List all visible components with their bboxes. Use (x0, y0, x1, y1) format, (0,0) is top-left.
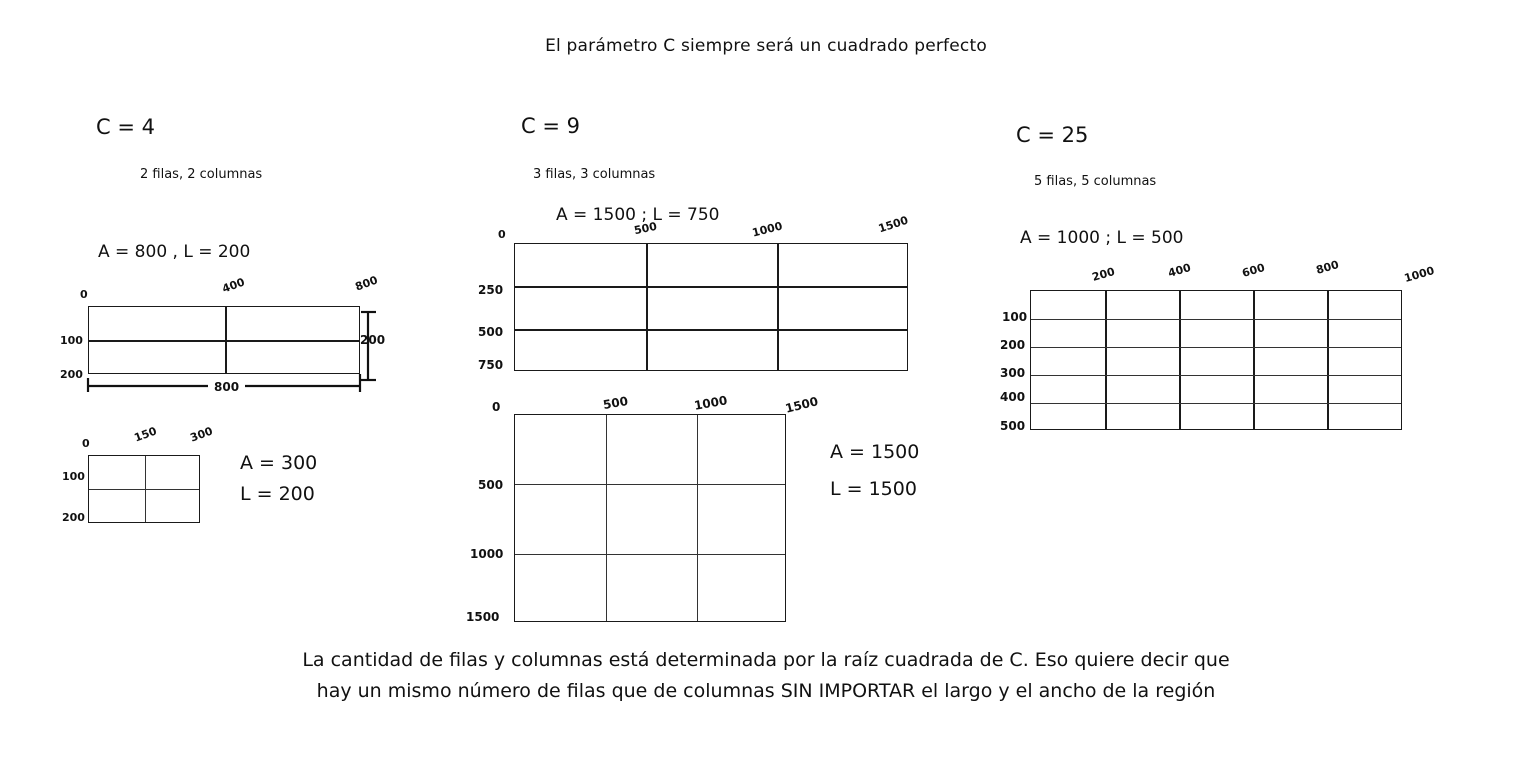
page-title: El parámetro C siempre será un cuadrado perfecto (545, 36, 987, 56)
ytick-c9-1-3: 750 (478, 358, 504, 372)
figure-formula-a-c4-2: A = 300 (240, 452, 318, 474)
xtick-c9-2-2: 1000 (693, 393, 729, 413)
figure-formula-a-c9-2: A = 1500 (830, 441, 920, 463)
caption-line-2: hay un mismo número de filas que de columnas SIN IMPORTAR el largo y el ancho de la región (316, 680, 1216, 702)
ytick-c25-5: 500 (1000, 419, 1026, 433)
xtick-c9-1-0: 0 (498, 228, 506, 241)
dim-height-label-c4-1: 200 (360, 333, 386, 347)
xtick-c9-2-1: 500 (601, 393, 630, 413)
example-subtitle-c4: 2 filas, 2 columnas (140, 167, 263, 182)
grid-c9-2 (514, 414, 786, 622)
xtick-c4-1-0: 0 (80, 288, 88, 301)
xtick-c9-1-1: 500 (632, 219, 659, 238)
example-heading-c9: C = 9 (521, 114, 580, 138)
figure-formula-l-c4-2: L = 200 (240, 483, 315, 505)
grid-c25 (1030, 290, 1402, 430)
xtick-c25-5: 1000 (1402, 264, 1436, 285)
figure-formula-c25: A = 1000 ; L = 500 (1020, 228, 1184, 248)
xtick-c9-2-0: 0 (492, 400, 501, 414)
ytick-c25-1: 100 (1002, 310, 1028, 324)
ytick-c9-2-1: 500 (478, 478, 504, 492)
dim-width-label-c4-1: 800 (208, 380, 245, 394)
xtick-c9-2-3: 1500 (783, 394, 820, 416)
xtick-c4-1-1: 400 (220, 275, 247, 296)
figure-formula-l-c9-2: L = 1500 (830, 478, 917, 500)
example-subtitle-c25: 5 filas, 5 columnas (1034, 174, 1157, 189)
grid-c4-2 (88, 455, 200, 523)
figure-formula-c4-1: A = 800 , L = 200 (98, 242, 251, 262)
ytick-c9-2-3: 1500 (466, 610, 500, 624)
xtick-c4-2-1: 150 (132, 424, 159, 445)
ytick-c4-2-2: 200 (62, 511, 85, 524)
xtick-c25-1: 200 (1090, 265, 1117, 284)
ytick-c9-1-2: 500 (478, 325, 504, 339)
example-subtitle-c9: 3 filas, 3 columnas (533, 167, 656, 182)
grid-c9-1 (514, 243, 908, 371)
xtick-c9-1-2: 1000 (750, 219, 784, 240)
figure-formula-c9-1: A = 1500 ; L = 750 (556, 205, 720, 225)
ytick-c25-2: 200 (1000, 338, 1026, 352)
ytick-c4-1-1: 100 (60, 334, 83, 347)
ytick-c4-1-2: 200 (60, 368, 83, 381)
ytick-c9-2-2: 1000 (470, 547, 504, 561)
xtick-c4-2-2: 300 (188, 424, 215, 445)
caption-line-1: La cantidad de filas y columnas está determinada por la raíz cuadrada de C. Eso quiere decir que (302, 649, 1230, 671)
xtick-c4-2-0: 0 (82, 437, 90, 450)
xtick-c25-3: 600 (1240, 261, 1267, 280)
ytick-c4-2-1: 100 (62, 470, 85, 483)
ytick-c25-4: 400 (1000, 390, 1026, 404)
xtick-c25-4: 800 (1314, 258, 1341, 277)
example-heading-c25: C = 25 (1016, 123, 1089, 147)
xtick-c9-1-3: 1500 (876, 213, 910, 236)
ytick-c9-1-1: 250 (478, 283, 504, 297)
example-heading-c4: C = 4 (96, 115, 155, 139)
ytick-c25-3: 300 (1000, 366, 1026, 380)
xtick-c4-1-2: 800 (353, 273, 380, 294)
xtick-c25-2: 400 (1166, 261, 1193, 280)
page-caption (0, 645, 1532, 707)
